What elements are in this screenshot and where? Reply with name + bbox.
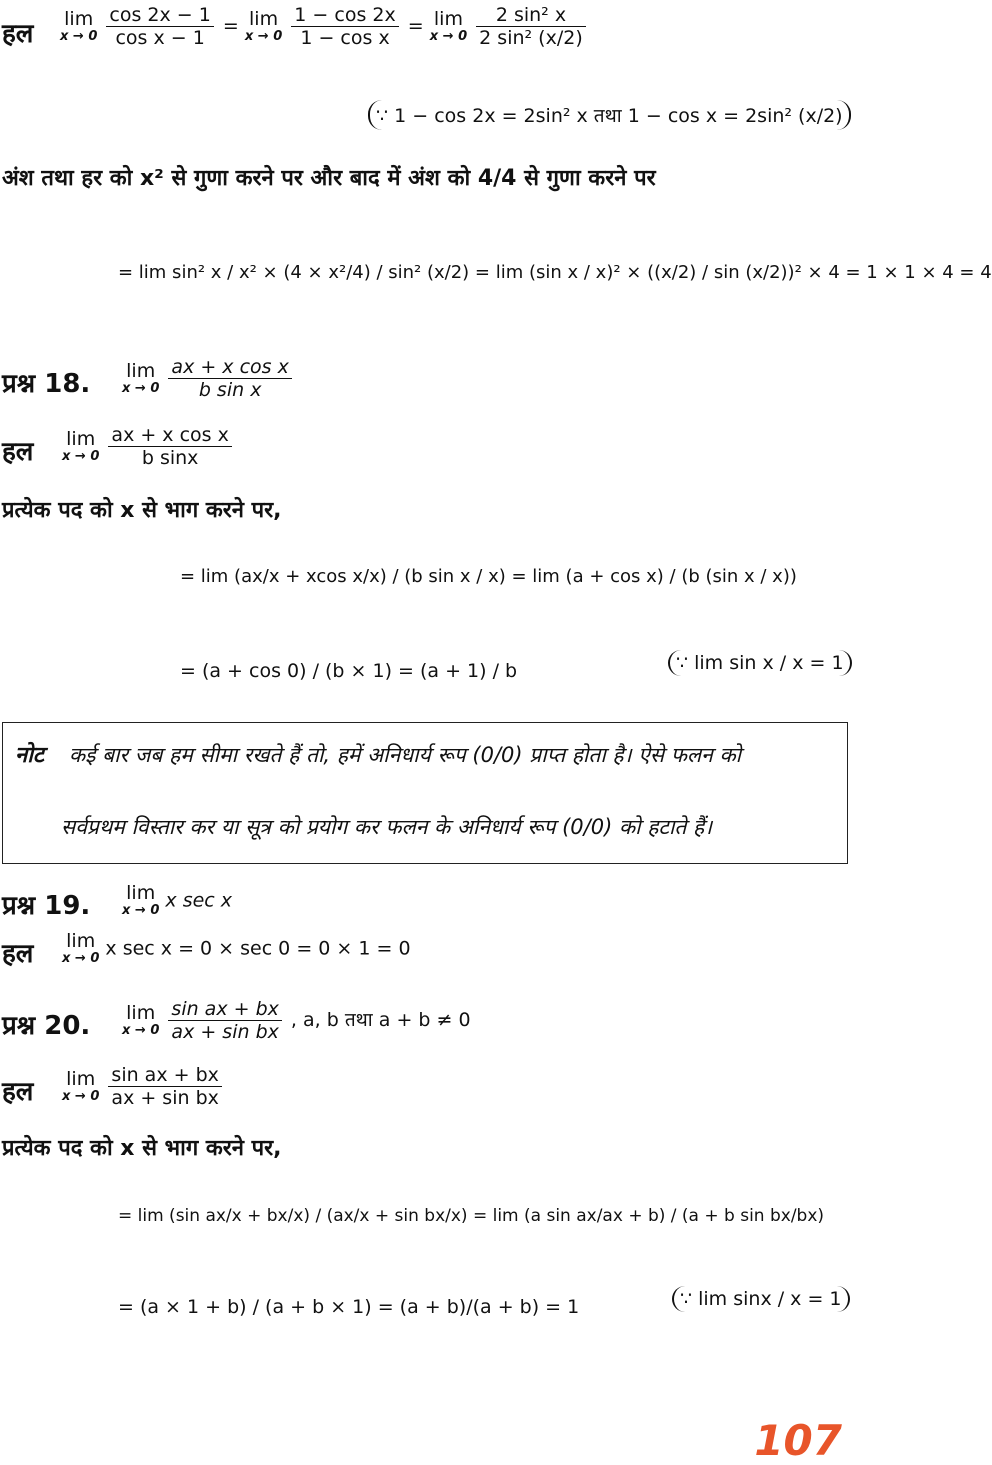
- question-19-expression: lim x → 0 x sec x: [122, 882, 233, 918]
- multiply-instruction: अंश तथा हर को x² से गुणा करने पर और बाद में अंश को 4/4 से गुणा करने पर: [2, 166, 656, 191]
- solution-19-label: हल: [2, 939, 34, 969]
- identity-note: ∵ 1 − cos 2x = 2sin² x तथा 1 − cos x = 2sin² (x/2): [368, 100, 851, 130]
- solution-20-step-1: = lim (sin ax/x + bx/x) / (ax/x + sin bx/x) = lim (a sin ax/ax + b) / (a + b sin bx/bx): [118, 1206, 825, 1226]
- question-18-expression: lim x → 0 $\frac{\text{ax + x cos x}}{\text{b sin x}}$: [122, 356, 295, 401]
- solution-20-label: हल: [2, 1077, 34, 1107]
- side-note-20: ∵ lim sinx / x = 1: [672, 1286, 850, 1312]
- solution-expression-1: lim x → 0 $\frac{\cos 2x - 1}{\text{cos x − 1}}$ = lim x → 0 $\frac{1 - \cos 2x}{\text{1 − cos x}}$ = lim x → 0 $\frac{\text{2 sin² x}}{\text{2 sin² (x/2)}}$: [60, 4, 589, 49]
- solution-19-expression: lim x → 0 x sec x = 0 × sec 0 = 0 × 1 = 0: [62, 930, 411, 966]
- solution-20-expression: lim x → 0 $\frac{\text{sin ax + bx}}{\text{ax + sin bx}}$: [62, 1064, 225, 1109]
- solution-18-step-2: = (a + cos 0) / (b × 1) = (a + 1) / b: [180, 660, 518, 682]
- note-label: नोट: [15, 743, 44, 768]
- note-box: [2, 722, 848, 864]
- note-line-2: सर्वप्रथम विस्तार कर या सूत्र को प्रयोग कर फलन के अनिधार्य रूप (0/0) को हटाते हैं।: [61, 815, 713, 839]
- question-18-label: प्रश्न 18.: [2, 369, 91, 399]
- solution-18-step-1: = lim (ax/x + xcos x/x) / (b sin x / x) = lim (a + cos x) / (b (sin x / x)): [180, 566, 797, 587]
- question-19-label: प्रश्न 19.: [2, 891, 91, 921]
- question-20-expression: lim x → 0 $\frac{\text{sin ax + bx}}{\text{ax + sin bx}}$ , a, b तथा a + b ≠ 0: [122, 998, 471, 1043]
- result-line-1: = lim sin² x / x² × (4 × x²/4) / sin² (x/2) = lim (sin x / x)² × ((x/2) / sin (x/2))² × 4 = 1 × 1 × 4 = 4: [118, 262, 992, 283]
- solution-18-expression: lim x → 0 $\frac{\text{ax + x cos x}}{\text{b sinx}}$: [62, 424, 235, 469]
- question-20-label: प्रश्न 20.: [2, 1011, 91, 1041]
- divide-step-18: प्रत्येक पद को x से भाग करने पर,: [2, 498, 282, 523]
- divide-step-20: प्रत्येक पद को x से भाग करने पर,: [2, 1136, 282, 1161]
- note-line-1: कई बार जब हम सीमा रखते हैं तो, हमें अनिधार्य रूप (0/0) प्राप्त होता है। ऐसे फलन को: [69, 743, 742, 767]
- page-number: 107: [754, 1416, 842, 1465]
- side-note-18: ∵ lim sin x / x = 1: [668, 650, 852, 676]
- solution-label: हल: [2, 19, 34, 49]
- solution-18-label: हल: [2, 437, 34, 467]
- solution-20-step-2: = (a × 1 + b) / (a + b × 1) = (a + b)/(a + b) = 1: [118, 1296, 580, 1318]
